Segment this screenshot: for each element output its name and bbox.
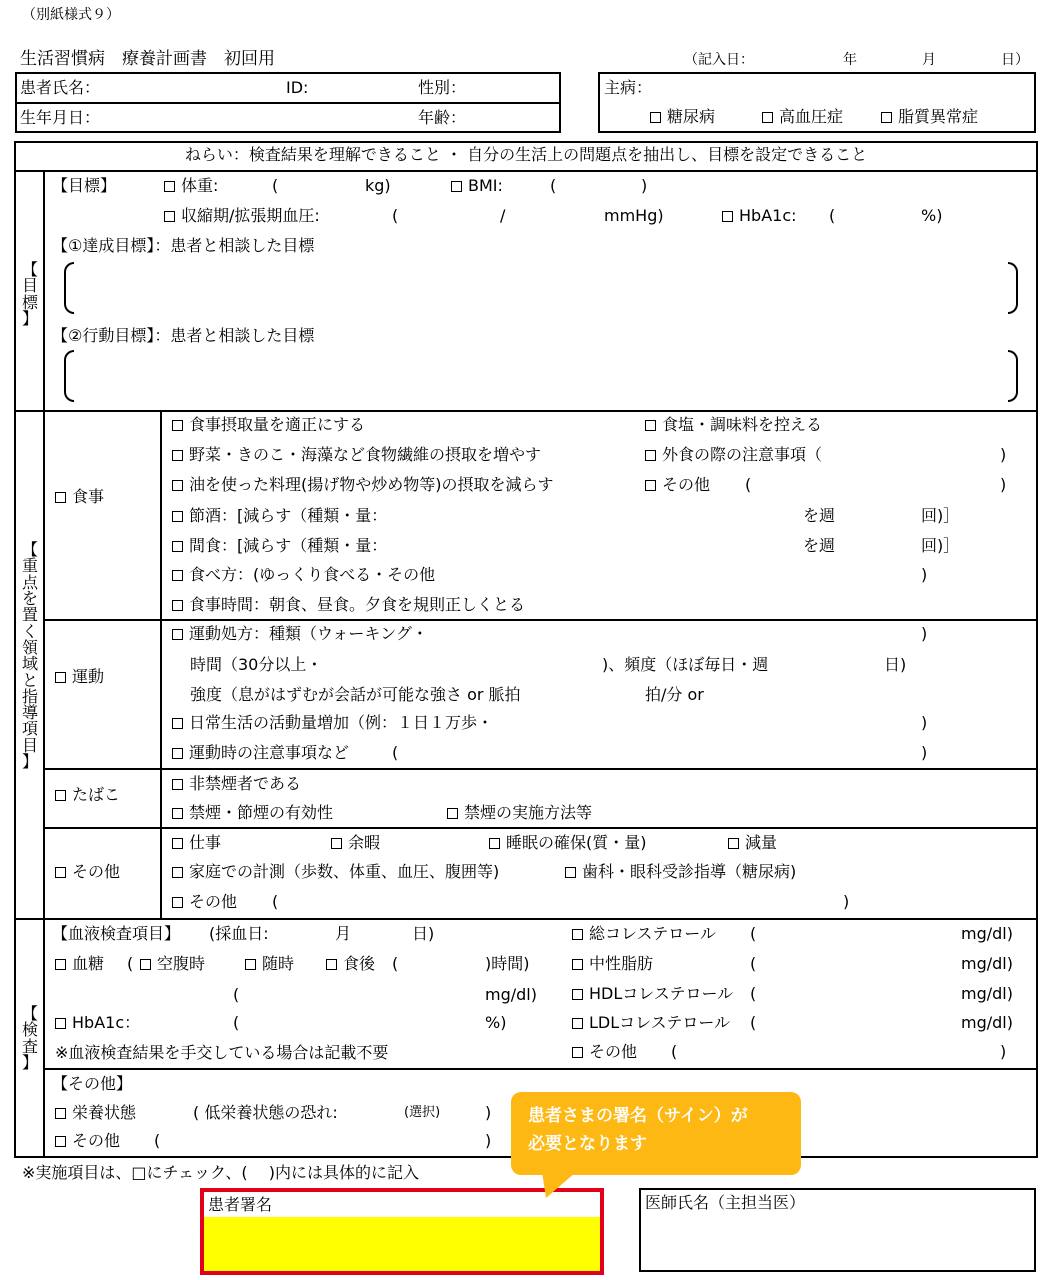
paren: ) xyxy=(921,713,928,732)
unit-kg: kg) xyxy=(365,176,391,195)
checkbox-icon[interactable] xyxy=(572,1018,583,1029)
checkbox-icon[interactable] xyxy=(55,1136,66,1147)
checkbox-icon[interactable] xyxy=(172,808,183,819)
paren: ( xyxy=(750,1013,757,1032)
unit-mgdl: mg/dl) xyxy=(961,924,1013,943)
test-hba1c-checkbox[interactable] xyxy=(55,1015,140,1031)
misc-other-checkbox[interactable] xyxy=(55,1133,120,1149)
disease-dyslipidemia-checkbox[interactable] xyxy=(881,109,978,125)
per-week-label: を週 xyxy=(803,536,836,555)
checkbox-label: 食べ方：(ゆっくり食べる・その他 xyxy=(189,565,436,584)
checkbox-label: 食事時間：朝食、昼食。夕食を規則正しくとる xyxy=(189,595,526,614)
checkbox-label: 食塩・調味料を控える xyxy=(662,415,823,434)
signature-callout xyxy=(511,1092,801,1175)
checkbox-icon[interactable] xyxy=(55,672,66,683)
unit-mgdl: mg/dl) xyxy=(961,984,1013,1003)
paren: ( xyxy=(392,206,399,225)
checkbox-label: 中性脂肪 xyxy=(589,954,654,973)
other-item-other[interactable] xyxy=(172,894,237,910)
checkbox-label: 運動 xyxy=(72,667,105,686)
checkbox-icon[interactable] xyxy=(650,112,661,123)
checkbox-label: 節酒：[減らす（種類・量： xyxy=(189,506,388,525)
diet-item-intake[interactable] xyxy=(172,417,365,433)
patient-name-label[interactable]: 患者氏名： xyxy=(20,78,101,97)
checkbox-icon[interactable] xyxy=(55,492,66,503)
divider xyxy=(14,918,1038,920)
paren: ) xyxy=(485,1131,492,1150)
checkbox-label: 随時 xyxy=(262,954,295,973)
checkbox-label: 家庭での計測（歩数、体重、血圧、腹囲等) xyxy=(189,862,500,881)
unit-mmhg: mmHg) xyxy=(604,206,664,225)
paren: ) xyxy=(641,176,648,195)
test-hdl-checkbox[interactable] xyxy=(572,986,733,1002)
checkbox-icon[interactable] xyxy=(172,570,183,581)
checkbox-label: 血糖 xyxy=(72,954,105,973)
checkbox-icon[interactable] xyxy=(55,790,66,801)
glucose-random-checkbox[interactable] xyxy=(245,956,294,972)
nutrition-detail-label: ( 低栄養状態の恐れ: xyxy=(193,1103,338,1122)
divider xyxy=(14,170,1038,172)
checkbox-label: その他 xyxy=(72,862,121,881)
divider xyxy=(43,827,1038,829)
exercise-item-daily-activity[interactable] xyxy=(172,715,493,731)
doctor-signature-box[interactable] xyxy=(639,1188,1036,1272)
slash: / xyxy=(500,206,506,225)
divider xyxy=(160,410,162,918)
goal1-input-area[interactable] xyxy=(80,266,1000,310)
checkbox-label: 仕事 xyxy=(189,833,222,852)
checkbox-label: 運動処方：種類（ウォーキング・ xyxy=(189,624,428,643)
paren: ) xyxy=(921,743,928,762)
checkbox-icon[interactable] xyxy=(447,808,458,819)
divider xyxy=(43,170,45,1158)
paren: ) xyxy=(1000,1042,1007,1061)
tobacco-item-effectiveness[interactable] xyxy=(172,805,333,821)
diet-item-eating-style[interactable] xyxy=(172,567,435,583)
checkbox-label: その他 xyxy=(189,892,238,911)
section-label-tests: 【 検 査 】 xyxy=(21,1004,38,1072)
other-item-weight-loss[interactable] xyxy=(728,835,777,851)
test-other-checkbox[interactable] xyxy=(572,1044,637,1060)
footer-note: ※実施項目は、□にチェック、( )内には具体的に記入 xyxy=(22,1163,419,1182)
diet-item-oil[interactable] xyxy=(172,477,554,493)
entry-date-label: （記入日： xyxy=(684,52,754,68)
unit-mgdl: mg/dl) xyxy=(485,985,537,1004)
checkbox-label: 非禁煙者である xyxy=(189,774,302,793)
diet-item-other[interactable] xyxy=(645,477,710,493)
callout-text-line2: 必要となります xyxy=(528,1134,647,1154)
divider xyxy=(14,410,1038,412)
section-label-goals: 【 目 標 】 xyxy=(21,260,38,328)
blood-test-note: ※血液検査結果を手交している場合は記載不要 xyxy=(55,1043,389,1062)
checkbox-label: 脂質異常症 xyxy=(898,107,979,126)
checkbox-label: 糖尿病 xyxy=(667,107,716,126)
checkbox-icon[interactable] xyxy=(326,959,337,970)
days-label: 日) xyxy=(884,655,907,674)
paren: ) xyxy=(921,624,928,643)
times-label: 回)］ xyxy=(921,506,960,525)
disease-hypertension-checkbox[interactable] xyxy=(762,109,843,125)
unit-mgdl: mg/dl) xyxy=(961,1013,1013,1032)
checkbox-icon[interactable] xyxy=(565,867,576,878)
checkbox-label: 収縮期/拡張期血圧: xyxy=(181,206,320,225)
age-label[interactable]: 年齢： xyxy=(418,108,467,127)
checkbox-icon[interactable] xyxy=(572,929,583,940)
diet-item-eating-out[interactable] xyxy=(645,447,822,463)
paren: ( xyxy=(550,176,557,195)
paren: ) xyxy=(921,565,928,584)
tobacco-item-method[interactable] xyxy=(447,805,592,821)
checkbox-icon[interactable] xyxy=(172,897,183,908)
goal-hba1c-checkbox[interactable] xyxy=(722,208,797,224)
checkbox-icon[interactable] xyxy=(728,838,739,849)
dob-label[interactable]: 生年月日： xyxy=(20,108,101,127)
paren: ( xyxy=(272,176,279,195)
checkbox-label: その他 xyxy=(662,475,711,494)
section-label-focus: 【 重 点 を 置 く 領 域 と 指 導 項 目 】 xyxy=(21,540,38,772)
goal-weight-checkbox[interactable] xyxy=(164,178,218,194)
divider xyxy=(43,768,1038,770)
checkbox-label: HDLコレステロール xyxy=(589,984,734,1003)
paren: ( xyxy=(745,475,752,494)
disease-diabetes-checkbox[interactable] xyxy=(650,109,715,125)
callout-text-line1: 患者さまの署名（サイン）が xyxy=(528,1106,748,1126)
checkbox-label: 減量 xyxy=(745,833,778,852)
sampling-date-label: (採血日: xyxy=(209,924,269,943)
checkbox-label: その他 xyxy=(72,1131,121,1150)
paren: ) xyxy=(843,892,850,911)
paren: ( xyxy=(154,1131,161,1150)
checkbox-icon[interactable] xyxy=(164,181,175,192)
goal2-label: 【②行動目標】：患者と相談した目標 xyxy=(52,326,315,345)
other-item-work[interactable] xyxy=(172,835,221,851)
diet-item-salt[interactable] xyxy=(645,417,822,433)
goal2-input-area[interactable] xyxy=(80,354,1000,398)
checkbox-label: HbA1c: xyxy=(739,206,797,225)
checkbox-label: 外食の際の注意事項（ xyxy=(662,445,823,464)
checkbox-icon[interactable] xyxy=(172,779,183,790)
checkbox-label: 睡眠の確保(質・量) xyxy=(506,833,647,852)
checkbox-label: その他 xyxy=(589,1042,638,1061)
tobacco-item-non-quitter[interactable] xyxy=(172,776,301,792)
checkbox-icon[interactable] xyxy=(172,420,183,431)
other-item-leisure[interactable] xyxy=(331,835,380,851)
checkbox-icon[interactable] xyxy=(164,211,175,222)
checkbox-icon[interactable] xyxy=(572,1047,583,1058)
test-tg-checkbox[interactable] xyxy=(572,956,653,972)
misc-header: 【その他】 xyxy=(52,1074,133,1093)
other-item-sleep[interactable] xyxy=(489,835,647,851)
paren: ( xyxy=(829,206,836,225)
paren: ( xyxy=(392,954,399,973)
checkbox-label: 栄養状態 xyxy=(72,1103,137,1122)
page-title: 生活習慣病 療養計画書 初回用 xyxy=(20,49,275,69)
diet-item-snack[interactable] xyxy=(172,538,387,554)
glucose-postprandial-checkbox[interactable] xyxy=(326,956,375,972)
paren: ( xyxy=(392,743,399,762)
paren: ( xyxy=(750,954,757,973)
checkbox-icon[interactable] xyxy=(572,959,583,970)
checkbox-label: 食事摂取量を適正にする xyxy=(189,415,366,434)
checkbox-label: 体重: xyxy=(181,176,219,195)
nutrition-select[interactable]: (選択) xyxy=(404,1105,441,1120)
unit-percent: %) xyxy=(921,206,943,225)
checkbox-label: 高血圧症 xyxy=(779,107,844,126)
exercise-item-prescription[interactable] xyxy=(172,626,428,642)
diet-item-alcohol[interactable] xyxy=(172,508,387,524)
test-ldl-checkbox[interactable] xyxy=(572,1015,730,1031)
checkbox-icon[interactable] xyxy=(881,112,892,123)
sex-label[interactable]: 性別： xyxy=(418,78,467,97)
paren: ( xyxy=(233,985,240,1004)
checkbox-label: BMI: xyxy=(468,176,503,195)
paren: ( xyxy=(127,954,134,973)
checkbox-label: 油を使った料理(揚げ物や炒め物等)の摂取を減らす xyxy=(189,475,554,494)
month-label: 月 xyxy=(335,924,352,943)
bracket-right xyxy=(1008,262,1018,314)
hours-label: )時間) xyxy=(485,954,530,973)
paren: ) xyxy=(1000,445,1007,464)
checkbox-label: 食事 xyxy=(72,487,105,506)
paren: ( xyxy=(750,924,757,943)
checkbox-icon[interactable] xyxy=(172,511,183,522)
divider xyxy=(43,619,1038,621)
checkbox-icon[interactable] xyxy=(55,867,66,878)
checkbox-icon[interactable] xyxy=(55,1108,66,1119)
checkbox-icon[interactable] xyxy=(762,112,773,123)
checkbox-icon[interactable] xyxy=(172,600,183,611)
unit-percent: %) xyxy=(485,1013,507,1032)
focus-tobacco-checkbox[interactable] xyxy=(55,787,120,803)
checkbox-icon[interactable] xyxy=(722,211,733,222)
entry-date-day: 日） xyxy=(1001,52,1029,68)
goal-bmi-checkbox[interactable] xyxy=(451,178,503,194)
pulse-unit-label: 拍/分 or xyxy=(645,685,704,704)
other-item-home-measure[interactable] xyxy=(172,864,499,880)
checkbox-label: 日常生活の活動量増加（例：１日１万歩・ xyxy=(189,713,494,732)
checkbox-icon[interactable] xyxy=(451,181,462,192)
checkbox-label: 余暇 xyxy=(348,833,381,852)
form-number: （別紙様式９） xyxy=(22,7,120,23)
checkbox-icon[interactable] xyxy=(55,959,66,970)
checkbox-icon[interactable] xyxy=(645,420,656,431)
diet-item-meal-times[interactable] xyxy=(172,597,525,613)
checkbox-label: 野菜・きのこ・海藻など食物繊維の摂取を増やす xyxy=(189,445,542,464)
checkbox-label: 禁煙・節煙の有効性 xyxy=(189,803,334,822)
paren: ( xyxy=(750,984,757,1003)
paren: ( xyxy=(272,892,279,911)
focus-other-checkbox[interactable] xyxy=(55,864,120,880)
focus-exercise-checkbox[interactable] xyxy=(55,669,104,685)
paren: ( xyxy=(233,1013,240,1032)
patient-signature-box[interactable] xyxy=(200,1188,604,1275)
per-week-label: を週 xyxy=(803,506,836,525)
exercise-time-label: 時間（30分以上・ xyxy=(190,655,323,674)
exercise-intensity-label: 強度（息がはずむが会話が可能な強さ or 脈拍 xyxy=(190,685,521,704)
day-label: 日) xyxy=(412,924,435,943)
callout-pointer xyxy=(540,1172,580,1200)
bracket-left xyxy=(64,350,74,402)
unit-mgdl: mg/dl) xyxy=(961,954,1013,973)
exercise-item-precautions[interactable] xyxy=(172,745,349,761)
checkbox-icon[interactable] xyxy=(172,838,183,849)
test-glucose-checkbox[interactable] xyxy=(55,956,104,972)
checkbox-icon[interactable] xyxy=(172,541,183,552)
bracket-right xyxy=(1008,350,1018,402)
checkbox-icon[interactable] xyxy=(172,629,183,640)
aim-text: ねらい：検査結果を理解できること ・ 自分の生活上の問題点を抽出し、目標を設定できること xyxy=(184,145,868,164)
checkbox-label: 空腹時 xyxy=(157,954,206,973)
checkbox-label: HbA1c： xyxy=(72,1013,141,1032)
glucose-fasting-checkbox[interactable] xyxy=(140,956,205,972)
checkbox-icon[interactable] xyxy=(172,450,183,461)
other-item-dental-eye[interactable] xyxy=(565,864,796,880)
goal1-label: 【①達成目標】：患者と相談した目標 xyxy=(52,236,315,255)
checkbox-icon[interactable] xyxy=(55,1018,66,1029)
entry-date-year: 年 xyxy=(843,52,857,68)
checkbox-icon[interactable] xyxy=(172,867,183,878)
checkbox-icon[interactable] xyxy=(489,838,500,849)
test-tc-checkbox[interactable] xyxy=(572,926,716,942)
checkbox-icon[interactable] xyxy=(172,748,183,759)
checkbox-label: 食後 xyxy=(343,954,376,973)
focus-diet-checkbox[interactable] xyxy=(55,489,104,505)
checkbox-icon[interactable] xyxy=(172,718,183,729)
paren: ) xyxy=(1000,475,1007,494)
doctor-signature-label: 医師氏名（主担当医） xyxy=(645,1193,806,1212)
paren: ) xyxy=(485,1103,492,1122)
goal-bp-checkbox[interactable] xyxy=(164,208,320,224)
checkbox-icon[interactable] xyxy=(645,480,656,491)
bracket-left xyxy=(64,262,74,314)
paren: ( xyxy=(671,1042,678,1061)
patient-id-label[interactable]: ID: xyxy=(286,78,309,97)
times-label: 回)］ xyxy=(921,536,960,555)
divider xyxy=(43,1068,1038,1070)
checkbox-label: 総コレステロール xyxy=(589,924,716,943)
checkbox-icon[interactable] xyxy=(572,989,583,1000)
patient-signature-label: 患者署名 xyxy=(208,1195,273,1214)
checkbox-icon[interactable] xyxy=(331,838,342,849)
diet-item-fiber[interactable] xyxy=(172,447,541,463)
checkbox-icon[interactable] xyxy=(140,959,151,970)
goals-header: 【目標】 xyxy=(52,176,117,195)
checkbox-icon[interactable] xyxy=(245,959,256,970)
checkbox-label: たばこ xyxy=(72,785,121,804)
misc-nutrition-checkbox[interactable] xyxy=(55,1105,136,1121)
blood-test-header: 【血液検査項目】 xyxy=(52,924,181,943)
main-disease-label: 主病： xyxy=(604,78,653,97)
exercise-frequency-label: )、頻度（ほぼ毎日・週 xyxy=(602,655,769,674)
entry-date-month: 月 xyxy=(922,52,936,68)
checkbox-label: 禁煙の実施方法等 xyxy=(464,803,593,822)
checkbox-label: 間食：[減らす（種類・量： xyxy=(189,536,388,555)
signature-highlight[interactable] xyxy=(204,1217,600,1271)
checkbox-label: 運動時の注意事項など xyxy=(189,743,350,762)
divider xyxy=(15,102,561,104)
checkbox-label: 歯科・眼科受診指導（糖尿病) xyxy=(582,862,797,881)
checkbox-icon[interactable] xyxy=(645,450,656,461)
checkbox-icon[interactable] xyxy=(172,480,183,491)
checkbox-label: LDLコレステロール xyxy=(589,1013,731,1032)
